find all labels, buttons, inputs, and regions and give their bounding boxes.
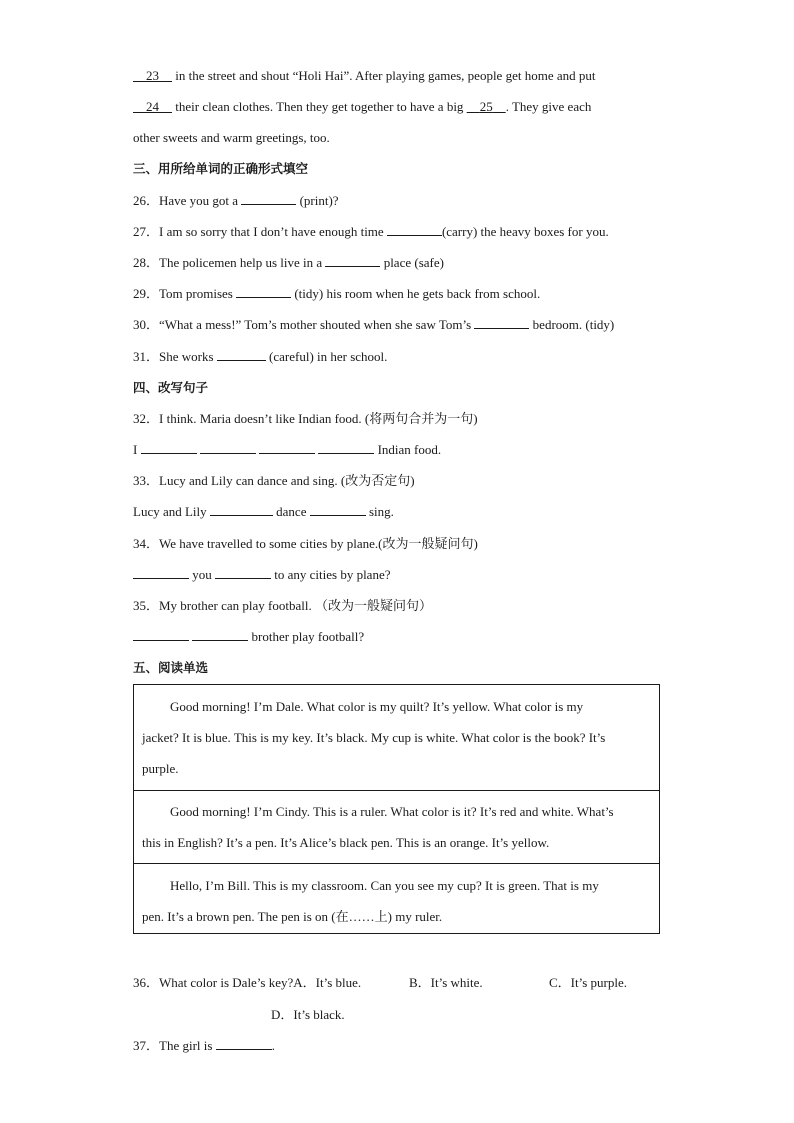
passage-line: pen. It’s a brown pen. The pen is on (在……上) my ruler. (142, 909, 443, 924)
answer-mid: you (189, 567, 215, 582)
question-33: 33．Lucy and Lily can dance and sing. (改为否定句) (133, 473, 415, 488)
passage-line: Good morning! I’m Cindy. This is a ruler. What color is it? It’s red and white. What’s (170, 804, 614, 819)
question-28-stem: 28．The policemen help us live in a (133, 255, 326, 270)
question-26 (133, 193, 339, 209)
blank-25-number: 25 (479, 99, 493, 114)
blank-23-number: 23 (146, 68, 159, 83)
question-32-answer (133, 442, 441, 458)
reading-passage-table (133, 684, 660, 934)
answer-lead: Lucy and Lily (133, 504, 210, 519)
question-37-end: . (271, 1038, 275, 1053)
answer-blank[interactable] (192, 629, 248, 641)
question-33-answer (133, 504, 394, 520)
cloze-line-1 (133, 68, 595, 84)
question-32: 32．I think. Maria doesn’t like Indian food. (将两句合并为一句) (133, 411, 478, 426)
answer-blank[interactable] (325, 255, 380, 267)
answer-blank[interactable] (241, 193, 296, 205)
passage-dale (134, 685, 659, 790)
option-a[interactable]: A．It’s blue. (293, 975, 362, 990)
answer-blank[interactable] (318, 442, 374, 454)
answer-blank[interactable] (474, 317, 529, 329)
question-37-stem: 37．The girl is (133, 1038, 216, 1053)
answer-blank[interactable] (141, 442, 197, 454)
question-31-stem: 31．She works (133, 349, 217, 364)
cloze-text: in the street and shout “Holi Hai”. After playing games, people get home and put (172, 68, 596, 83)
answer-blank[interactable] (259, 442, 315, 454)
question-27-hint: (carry) the heavy boxes for you. (441, 224, 609, 239)
question-28 (133, 255, 444, 271)
question-27-stem: 27．I am so sorry that I don’t have enough time (133, 224, 387, 239)
answer-blank[interactable] (310, 504, 366, 516)
question-35: 35．My brother can play football. （改为一般疑问句） (133, 598, 432, 613)
cloze-text: their clean clothes. Then they get together to have a big (172, 99, 467, 114)
question-30 (133, 317, 614, 333)
passage-bill (134, 863, 659, 934)
blank-25 (467, 99, 506, 114)
option-d[interactable]: D．It’s black. (271, 1007, 345, 1022)
cloze-line-3: other sweets and warm greetings, too. (133, 130, 330, 145)
answer-blank[interactable] (216, 1038, 272, 1050)
answer-blank[interactable] (200, 442, 256, 454)
option-c[interactable]: C．It’s purple. (549, 975, 627, 990)
question-29-stem: 29．Tom promises (133, 286, 237, 301)
question-26-hint: (print)? (296, 193, 339, 208)
cloze-text: . They give each (505, 99, 592, 114)
question-28-hint: place (safe) (380, 255, 444, 270)
question-29 (133, 286, 540, 302)
question-26-stem: 26．Have you got a (133, 193, 242, 208)
question-30-stem: 30．“What a mess!” Tom’s mother shouted when she saw Tom’s (133, 317, 475, 332)
answer-blank[interactable] (217, 349, 266, 361)
section-3-heading: 三、用所给单词的正确形式填空 (133, 161, 309, 176)
answer-blank[interactable] (210, 504, 273, 516)
blank-24-number: 24 (146, 99, 159, 114)
answer-mid: dance (272, 504, 310, 519)
question-34-answer (133, 567, 391, 583)
answer-blank[interactable] (387, 224, 442, 236)
question-34: 34．We have travelled to some cities by plane.(改为一般疑问句) (133, 536, 478, 551)
answer-blank[interactable] (133, 567, 189, 579)
question-36 (133, 975, 361, 991)
passage-line: Good morning! I’m Dale. What color is my quilt? It’s yellow. What color is my (170, 699, 584, 714)
blank-23 (133, 68, 172, 83)
question-37 (133, 1038, 275, 1054)
answer-tail: to any cities by plane? (271, 567, 391, 582)
answer-tail: brother play football? (248, 629, 365, 644)
passage-line: this in English? It’s a pen. It’s Alice’s black pen. This is an orange. It’s yellow. (142, 835, 550, 850)
answer-blank[interactable] (215, 567, 271, 579)
question-35-answer (133, 629, 364, 645)
passage-line: Hello, I’m Bill. This is my classroom. Can you see my cup? It is green. That is my (170, 878, 599, 893)
option-b[interactable]: B．It’s white. (409, 975, 483, 990)
passage-line: purple. (142, 761, 179, 776)
question-29-hint: (tidy) his room when he gets back from school. (291, 286, 541, 301)
answer-tail: sing. (365, 504, 394, 519)
question-31-hint: (careful) in her school. (265, 349, 388, 364)
answer-lead: I (133, 442, 141, 457)
question-30-hint: bedroom. (tidy) (529, 317, 615, 332)
section-5-heading: 五、阅读单选 (133, 660, 209, 675)
question-36-stem: 36．What color is Dale’s key? (133, 975, 294, 990)
passage-line: jacket? It is blue. This is my key. It’s black. My cup is white. What color is the book? It’s (142, 730, 606, 745)
answer-tail: Indian food. (374, 442, 442, 457)
cloze-line-2 (133, 99, 591, 115)
question-27 (133, 224, 609, 240)
blank-24 (133, 99, 172, 114)
answer-blank[interactable] (133, 629, 189, 641)
question-31 (133, 349, 387, 365)
passage-cindy (134, 790, 659, 863)
section-4-heading: 四、改写句子 (133, 380, 209, 395)
answer-blank[interactable] (236, 286, 291, 298)
